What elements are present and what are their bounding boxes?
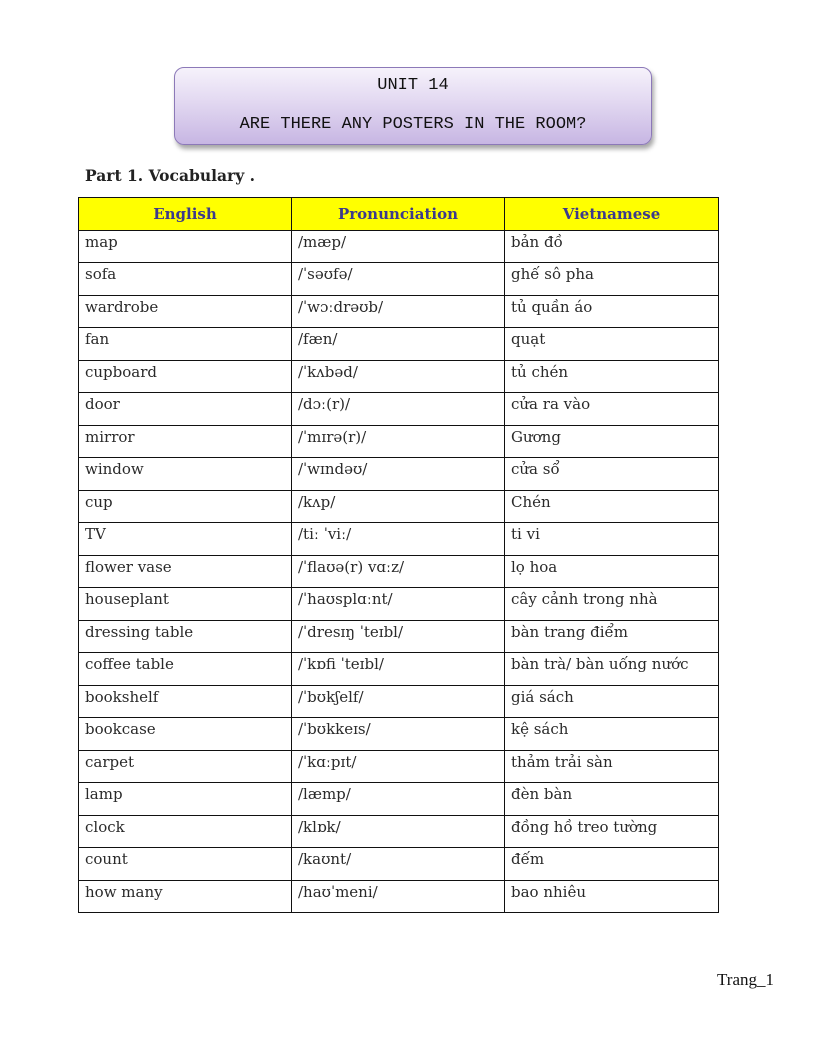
cell-english: count xyxy=(79,848,292,881)
cell-vietnamese: Chén xyxy=(505,490,719,523)
cell-english: bookcase xyxy=(79,718,292,751)
unit-number: UNIT 14 xyxy=(377,76,449,95)
table-row xyxy=(79,848,719,881)
table-row xyxy=(79,263,719,296)
table-row xyxy=(79,393,719,426)
cell-vietnamese: đèn bàn xyxy=(505,783,719,816)
table-row xyxy=(79,718,719,751)
cell-vietnamese: bản đồ xyxy=(505,230,719,263)
cell-pronunciation: /klɒk/ xyxy=(292,815,505,848)
cell-english: dressing table xyxy=(79,620,292,653)
cell-pronunciation: /ˈbʊkʃelf/ xyxy=(292,685,505,718)
cell-vietnamese: cửa sổ xyxy=(505,458,719,491)
cell-vietnamese: cây cảnh trong nhà xyxy=(505,588,719,621)
cell-vietnamese: bao nhiêu xyxy=(505,880,719,913)
cell-english: fan xyxy=(79,328,292,361)
table-row xyxy=(79,230,719,263)
cell-english: houseplant xyxy=(79,588,292,621)
cell-vietnamese: quạt xyxy=(505,328,719,361)
cell-vietnamese: ti vi xyxy=(505,523,719,556)
unit-title: ARE THERE ANY POSTERS IN THE ROOM? xyxy=(239,115,587,134)
cell-vietnamese: bàn trang điểm xyxy=(505,620,719,653)
cell-english: door xyxy=(79,393,292,426)
table-row xyxy=(79,620,719,653)
cell-vietnamese: lọ hoa xyxy=(505,555,719,588)
table-row xyxy=(79,653,719,686)
table-row xyxy=(79,815,719,848)
table-row xyxy=(79,750,719,783)
cell-pronunciation: /ˈwɪndəʊ/ xyxy=(292,458,505,491)
cell-pronunciation: /tiː ˈviː/ xyxy=(292,523,505,556)
table-row xyxy=(79,685,719,718)
table-row xyxy=(79,458,719,491)
cell-vietnamese: ghế sô pha xyxy=(505,263,719,296)
cell-pronunciation: /ˈkɑːpɪt/ xyxy=(292,750,505,783)
cell-vietnamese: cửa ra vào xyxy=(505,393,719,426)
table-row xyxy=(79,490,719,523)
cell-english: map xyxy=(79,230,292,263)
cell-pronunciation: /ˈflaʊə(r) vɑːz/ xyxy=(292,555,505,588)
cell-english: window xyxy=(79,458,292,491)
table-row xyxy=(79,425,719,458)
table-row xyxy=(79,588,719,621)
cell-pronunciation: /ˈbʊkkeɪs/ xyxy=(292,718,505,751)
page-number: Trang_1 xyxy=(717,970,774,989)
vocabulary-table xyxy=(78,197,719,913)
cell-vietnamese: tủ chén xyxy=(505,360,719,393)
cell-pronunciation: /fæn/ xyxy=(292,328,505,361)
table-row xyxy=(79,360,719,393)
cell-pronunciation: /ˈkʌbəd/ xyxy=(292,360,505,393)
section-heading: Part 1. Vocabulary . xyxy=(85,166,256,185)
cell-pronunciation: /læmp/ xyxy=(292,783,505,816)
cell-pronunciation: /ˈwɔːdrəʊb/ xyxy=(292,295,505,328)
cell-vietnamese: đếm xyxy=(505,848,719,881)
cell-english: mirror xyxy=(79,425,292,458)
cell-english: lamp xyxy=(79,783,292,816)
cell-english: cupboard xyxy=(79,360,292,393)
cell-pronunciation: /mæp/ xyxy=(292,230,505,263)
table-row xyxy=(79,880,719,913)
cell-pronunciation: /ˈhaʊsplɑːnt/ xyxy=(292,588,505,621)
table-header-row xyxy=(79,198,719,231)
table-row xyxy=(79,295,719,328)
cell-english: clock xyxy=(79,815,292,848)
table-row xyxy=(79,783,719,816)
header-vietnamese: Vietnamese xyxy=(505,198,719,231)
cell-english: sofa xyxy=(79,263,292,296)
cell-vietnamese: giá sách xyxy=(505,685,719,718)
header-pronunciation: Pronunciation xyxy=(292,198,505,231)
cell-english: wardrobe xyxy=(79,295,292,328)
cell-vietnamese: kệ sách xyxy=(505,718,719,751)
cell-pronunciation: /ˈmɪrə(r)/ xyxy=(292,425,505,458)
cell-english: flower vase xyxy=(79,555,292,588)
cell-vietnamese: bàn trà/ bàn uống nước xyxy=(505,653,719,686)
cell-pronunciation: /kaʊnt/ xyxy=(292,848,505,881)
cell-english: how many xyxy=(79,880,292,913)
cell-vietnamese: thảm trải sàn xyxy=(505,750,719,783)
cell-english: bookshelf xyxy=(79,685,292,718)
cell-english: carpet xyxy=(79,750,292,783)
cell-vietnamese: tủ quần áo xyxy=(505,295,719,328)
cell-vietnamese: Gương xyxy=(505,425,719,458)
cell-english: cup xyxy=(79,490,292,523)
cell-english: TV xyxy=(79,523,292,556)
table-row xyxy=(79,555,719,588)
cell-vietnamese: đồng hồ treo tường xyxy=(505,815,719,848)
table-row xyxy=(79,523,719,556)
cell-pronunciation: /kʌp/ xyxy=(292,490,505,523)
cell-english: coffee table xyxy=(79,653,292,686)
cell-pronunciation: /ˈdresɪŋ ˈteɪbl/ xyxy=(292,620,505,653)
table-row xyxy=(79,328,719,361)
cell-pronunciation: /ˈkɒfi ˈteɪbl/ xyxy=(292,653,505,686)
header-english: English xyxy=(79,198,292,231)
cell-pronunciation: /ˈsəʊfə/ xyxy=(292,263,505,296)
unit-title-box xyxy=(174,67,652,145)
cell-pronunciation: /haʊˈmeni/ xyxy=(292,880,505,913)
cell-pronunciation: /dɔː(r)/ xyxy=(292,393,505,426)
